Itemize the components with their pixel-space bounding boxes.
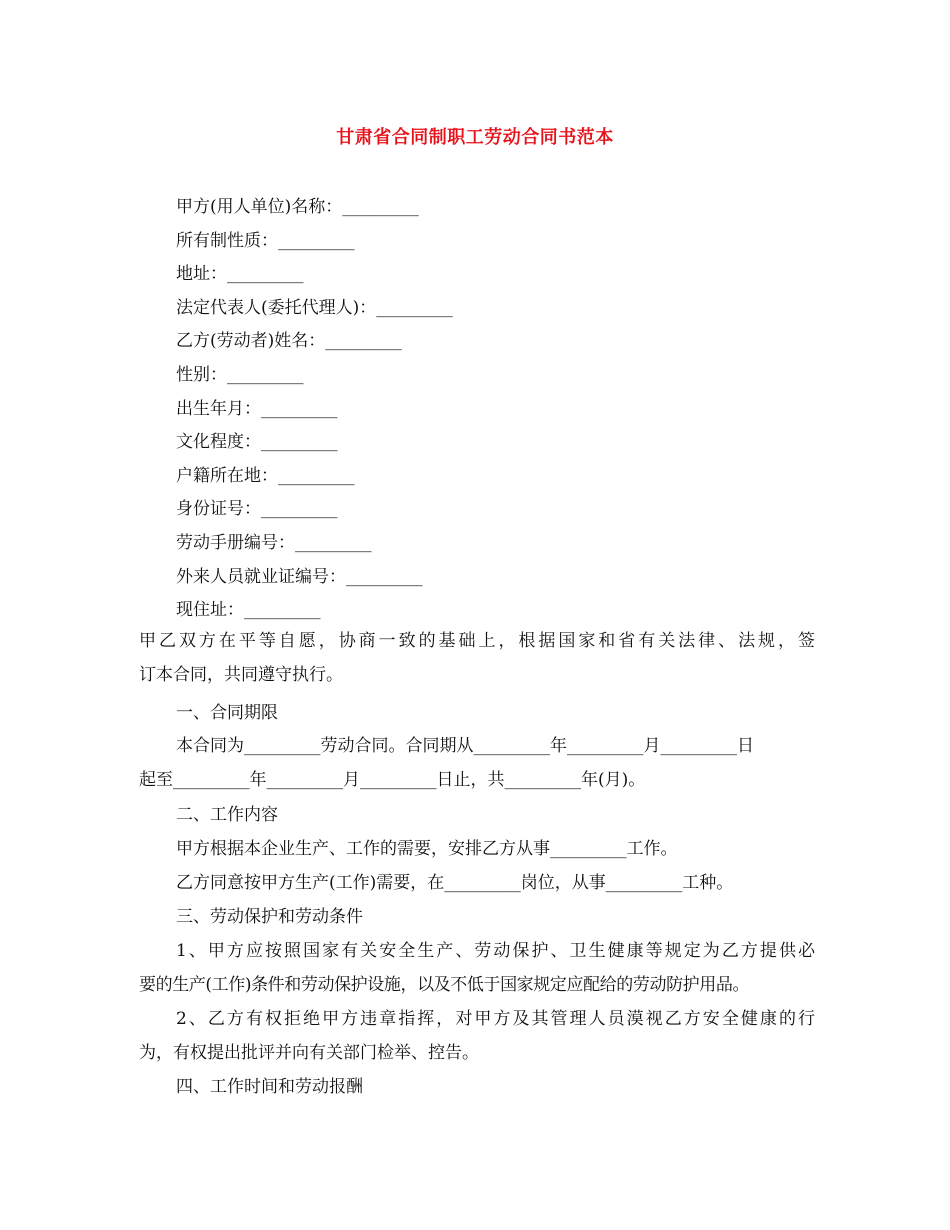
field-blank: _________ — [227, 264, 304, 284]
field-blank: _________ — [278, 231, 355, 251]
section-3-heading: 三、劳动保护和劳动条件 — [176, 907, 363, 927]
field-label: 出生年月： — [176, 399, 261, 419]
field-line — [176, 599, 321, 621]
section-2-line-1: 甲方根据本企业生产、工作的需要，安排乙方从事_________工作。 — [176, 839, 678, 859]
section-1-line-2: 起至_________年_________月_________日止，共_________年(月)。 — [139, 770, 646, 790]
section-1-heading: 一、合同期限 — [176, 703, 278, 723]
field-line — [176, 263, 304, 285]
field-label: 甲方(用人单位)名称： — [176, 197, 343, 217]
field-label: 身份证号： — [176, 499, 261, 519]
field-line — [176, 297, 453, 319]
field-blank: _________ — [342, 197, 419, 217]
section-3-item-1-line-1: 1、甲方应按照国家有关安全生产、劳动保护、卫生健康等规定为乙方提供必 — [176, 941, 815, 961]
field-blank: _________ — [261, 499, 338, 519]
field-line — [176, 465, 355, 487]
intro-line-1: 甲乙双方在平等自愿，协商一致的基础上，根据国家和省有关法律、法规，签 — [139, 631, 815, 651]
field-line — [176, 398, 338, 420]
field-blank: _________ — [278, 466, 355, 486]
field-label: 劳动手册编号： — [176, 533, 295, 553]
field-blank: _________ — [261, 399, 338, 419]
field-blank: _________ — [244, 600, 321, 620]
field-blank: _________ — [261, 432, 338, 452]
field-label: 户籍所在地： — [176, 466, 278, 486]
field-line — [176, 498, 338, 520]
field-label: 现住址： — [176, 600, 244, 620]
section-1-line-1: 本合同为_________劳动合同。合同期从_________年_________月_________日 — [176, 736, 754, 756]
intro-line-2: 订本合同，共同遵守执行。 — [139, 665, 343, 685]
document-title: 甘肃省合同制职工劳动合同书范本 — [336, 127, 614, 148]
field-blank: _________ — [346, 567, 423, 587]
field-line — [176, 431, 338, 453]
field-blank: _________ — [325, 331, 402, 351]
field-blank: _________ — [295, 533, 372, 553]
field-label: 地址： — [176, 264, 227, 284]
field-label: 法定代表人(委托代理人)： — [176, 298, 377, 318]
section-2-heading: 二、工作内容 — [176, 805, 278, 825]
field-line — [176, 196, 419, 218]
field-blank: _________ — [227, 365, 304, 385]
field-line — [176, 532, 372, 554]
section-4-heading: 四、工作时间和劳动报酬 — [176, 1077, 363, 1097]
field-line — [176, 566, 423, 588]
field-label: 文化程度： — [176, 432, 261, 452]
field-blank: _________ — [376, 298, 453, 318]
section-3-item-2-line-1: 2、乙方有权拒绝甲方违章指挥，对甲方及其管理人员漠视乙方安全健康的行 — [176, 1009, 815, 1029]
field-label: 外来人员就业证编号： — [176, 567, 346, 587]
section-2-line-2: 乙方同意按甲方生产(工作)需要，在_________岗位，从事_________工种。 — [176, 873, 734, 893]
section-3-item-1-line-2: 要的生产(工作)条件和劳动保护设施，以及不低于国家规定应配给的劳动防护用品。 — [139, 975, 750, 995]
field-line — [176, 364, 304, 386]
field-label: 乙方(劳动者)姓名： — [176, 331, 326, 351]
field-label: 性别： — [176, 365, 227, 385]
section-3-item-2-line-2: 为，有权提出批评并向有关部门检举、控告。 — [139, 1043, 479, 1063]
field-label: 所有制性质： — [176, 231, 278, 251]
field-line — [176, 330, 402, 352]
field-line — [176, 230, 355, 252]
